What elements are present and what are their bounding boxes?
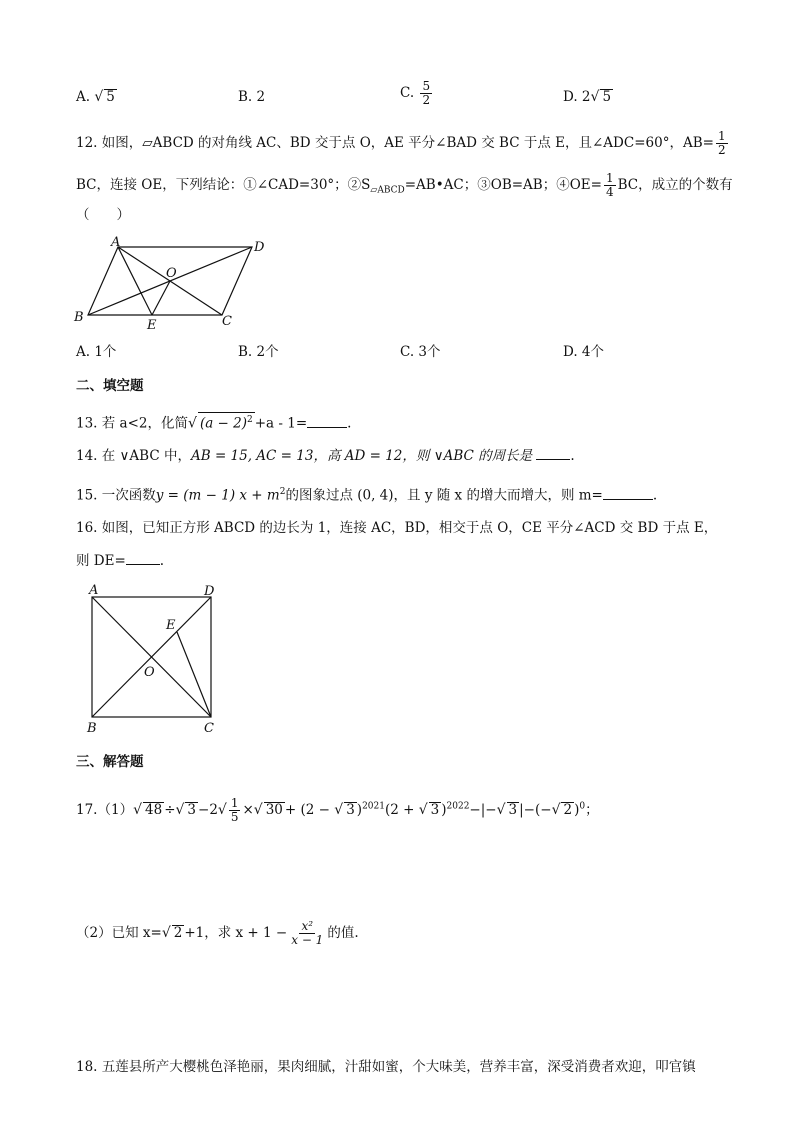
label-o: O: [166, 266, 177, 281]
q11-d-value: 5: [602, 89, 612, 105]
q18-line1: 18. 五莲县所产大樱桃色泽艳丽，果肉细腻，汁甜如蜜，个大味美，营养丰富，深受消费者欢迎，叩官镇: [76, 1059, 696, 1075]
q13-radicand: (a − 2): [199, 415, 248, 432]
q14-answer-blank[interactable]: [536, 447, 570, 460]
segment-ae: [118, 247, 152, 315]
q12-option-a: A. 1个: [76, 344, 117, 360]
q15-answer-blank[interactable]: [603, 487, 653, 500]
label-c: C: [204, 721, 214, 736]
q12-line2: [76, 172, 733, 200]
q15: 15. 一次函数y = (m − 1) $x + m^2$的图象过点 (0, 4)，且 y 随 x 的增大而增大，则 m= .: [76, 487, 658, 504]
label-c: C: [222, 314, 232, 329]
q16-line2: 则 DE= .: [76, 553, 165, 569]
q11-a-value: 5: [106, 89, 115, 105]
label-d: D: [204, 584, 215, 599]
label-b: B: [74, 310, 84, 325]
q14: 14. 在 ∨ABC 中，AB = 15, AC = 13，高 AD = 12，则 ∨ABC 的周长是 .: [76, 448, 575, 464]
q11-c-label: C.: [400, 85, 415, 101]
q12-option-c: C. 3个: [400, 344, 441, 360]
q15-function: y = (m − 1) x + m: [155, 487, 280, 504]
q12-text-2a: BC，连接 OE，下列结论：①∠CAD=30°；②S: [76, 177, 371, 193]
q16-answer-blank[interactable]: [126, 552, 160, 565]
q12-option-b: B. 2个: [238, 344, 279, 360]
label-e: E: [147, 318, 157, 332]
q11-option-a: A. √ 5: [76, 89, 115, 105]
q13-answer-blank[interactable]: [307, 415, 347, 428]
q12-frac-half: $\frac{1}{2}$: [717, 129, 726, 157]
q12-text-1: 12. 如图，▱ABCD 的对角线 AC、BD 交于点 O，AE 平分∠BAD 交 BC 于点 E，且∠ADC=60°，AB=: [76, 135, 714, 151]
section-solve-heading: 三、解答题: [76, 754, 144, 770]
label-a: A: [89, 583, 99, 598]
segment-ce: [177, 632, 211, 717]
q12-text-2c: BC，成立的个数有: [617, 177, 733, 193]
label-e: E: [166, 618, 176, 633]
q12-frac-quarter: $\frac{1}{4}$: [605, 171, 614, 199]
q11-c-fraction: $\frac{5}{2}$: [422, 79, 431, 107]
q12-option-d: D. 4个: [563, 344, 605, 360]
label-d: D: [254, 240, 265, 255]
q11-option-b: B. 2: [238, 89, 266, 105]
q12-text-2b: =AB•AC；③OB=AB；④OE=: [404, 177, 602, 193]
q13: 13. 若 a<2，化简√ $(a - 2)^2 +a - 1=$ .: [76, 412, 351, 433]
q16-line1: 16. 如图，已知正方形 ABCD 的边长为 1，连接 AC，BD，相交于点 O，CE 平分∠ACD 交 BD 于点 E，: [76, 520, 718, 536]
label-a: A: [111, 235, 121, 250]
label-b: B: [87, 721, 97, 736]
q12-line1: [76, 130, 730, 157]
q17-part1: 17.（1）√ 48 ÷√ 3 −2√ $\frac{1}{5}$ ×√ 30 + (2 − √ 3 )$^{2021}$(2 + √ 3 )$^{2022}$−|−√ 3 |−(−√ 2 )$^0$；: [76, 796, 599, 824]
q11-option-c: [400, 80, 434, 107]
label-o: O: [144, 665, 155, 680]
q16-square-figure: [80, 580, 230, 740]
q12-area-sub: ▱ABCD: [370, 185, 405, 196]
q11-option-d: D. 2√ 5: [563, 89, 612, 105]
q11-d-label: D. 2: [563, 89, 591, 105]
section-fill-in-heading: 二、填空题: [76, 378, 144, 394]
q11-a-label: A.: [76, 89, 91, 105]
q12-parallelogram-figure: [70, 232, 280, 332]
q12-paren: （ ）: [76, 207, 130, 223]
segment-oe: [152, 281, 170, 315]
q17-part2: （2）已知 x=√ 2 +1，求 x + 1 − $\frac{\text{x²}}{x - 1}$ 的值.: [76, 919, 359, 947]
